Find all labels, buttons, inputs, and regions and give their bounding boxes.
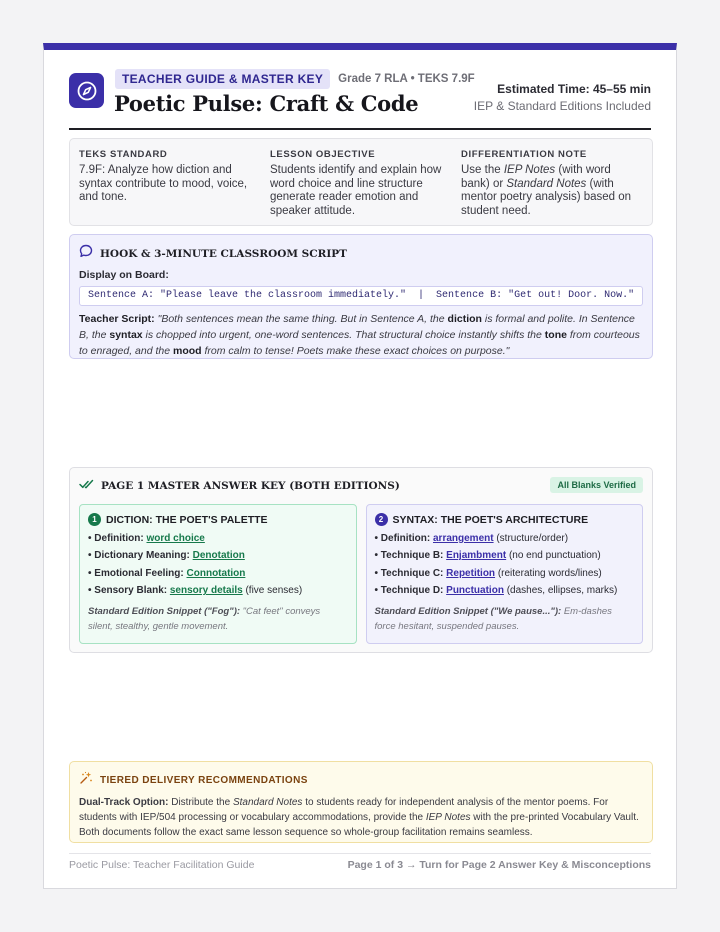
snippet-text: "Cat feet" conveys silent, stealthy, gentle movement. xyxy=(88,606,321,633)
guide-page xyxy=(43,43,677,889)
item-label: • Definition: xyxy=(374,532,433,544)
info-heading: DIFFERENTIATION NOTE xyxy=(461,149,587,160)
item-label: • Sensory Blank: xyxy=(88,585,170,597)
answer-key-title: PAGE 1 MASTER ANSWER KEY (BOTH EDITIONS) xyxy=(101,480,400,492)
teacher-script xyxy=(79,311,643,359)
dual-track-label: Dual-Track Option: xyxy=(79,797,169,808)
estimated-time: Estimated Time: 45–55 min xyxy=(497,82,651,96)
item-note: (reiterating words/lines) xyxy=(495,567,602,579)
text-run: with the pre-printed Vocabulary Vault. Both documents follow the exact same lesson sequence so whole-group facilitation remains seamless. xyxy=(79,812,639,838)
grade-meta: Grade 7 RLA • TEKS 7.9F xyxy=(338,73,475,85)
answer-text: Enjambment xyxy=(446,550,507,562)
syntax-title: SYNTAX: THE POET'S ARCHITECTURE xyxy=(392,513,589,526)
text-run: Use the xyxy=(461,164,504,176)
item-note: (structure/order) xyxy=(493,532,569,544)
footer-guide-name: Poetic Pulse: Teacher Facilitation Guide xyxy=(69,859,255,871)
item-label: • Technique D: xyxy=(374,585,447,597)
diction-title: DICTION: THE POET'S PALETTE xyxy=(106,513,268,526)
teks-standard xyxy=(79,149,261,225)
item-label: • Emotional Feeling: xyxy=(88,567,187,579)
standard-notes-em: Standard Notes xyxy=(506,177,587,190)
compass-icon xyxy=(69,73,104,108)
text-run: is formal and polite. In Sentence B, the xyxy=(79,313,635,341)
text-run: from calm to tense! Poets make these exact choices on purpose." xyxy=(201,345,510,357)
board-display: Sentence A: "Please leave the classroom immediately." | Sentence B: "Get out! Door. Now." xyxy=(79,286,643,306)
tiered-title: TIERED DELIVERY RECOMMENDATIONS xyxy=(100,775,308,786)
iep-notes-em: IEP Notes xyxy=(503,164,556,176)
display-label: Display on Board: xyxy=(79,269,169,281)
snippet-label: Standard Edition Snippet ("Fog"): xyxy=(88,606,241,618)
guide-badge: TEACHER GUIDE & MASTER KEY xyxy=(115,69,330,89)
answer-text: Denotation xyxy=(192,550,245,562)
answer-text: word choice xyxy=(146,532,205,544)
list-item xyxy=(375,585,635,596)
answer-text: Connotation xyxy=(186,567,246,579)
text-run: (with mentor poetry analysis) based on student need. xyxy=(461,177,632,217)
answer-key-section xyxy=(69,467,653,653)
chat-bubble-icon xyxy=(79,244,93,263)
item-label: • Definition: xyxy=(88,532,147,544)
iep-notes-em: IEP Notes xyxy=(425,812,471,823)
page-title: Poetic Pulse: Craft & Code xyxy=(114,91,419,116)
keyword-syntax: syntax xyxy=(109,329,143,341)
snippet-label: Standard Edition Snippet ("We pause..."): xyxy=(374,606,562,618)
item-label: • Technique C: xyxy=(374,567,447,579)
info-text: 7.9F: Analyze how diction and syntax contribute to mood, voice, and tone. xyxy=(79,164,248,203)
editions-note: IEP & Standard Editions Included xyxy=(473,99,651,113)
info-heading: TEKS STANDARD xyxy=(79,149,168,160)
info-text xyxy=(461,164,635,218)
text-run: is chopped into urgent, one-word sentences. That structural choice instantly shifts the xyxy=(142,329,545,341)
footer-divider xyxy=(69,853,651,854)
info-heading: LESSON OBJECTIVE xyxy=(270,149,376,160)
standard-notes-em: Standard Notes xyxy=(232,797,303,808)
differentiation-note xyxy=(452,149,643,225)
answer-text: Punctuation xyxy=(446,585,504,597)
answer-text: Repetition xyxy=(446,567,496,579)
header-right xyxy=(474,82,651,113)
lesson-objective xyxy=(261,149,452,225)
answer-text: arrangement xyxy=(433,532,494,544)
text-run: to students ready for independent analysis of the mentor poems. For students with IEP/504 processing or vocabulary accommodations, provide the xyxy=(79,797,609,823)
syntax-card xyxy=(366,504,644,644)
item-note: (dashes, ellipses, marks) xyxy=(503,585,618,597)
diction-card xyxy=(79,504,357,644)
hook-title: HOOK & 3-MINUTE CLASSROOM SCRIPT xyxy=(100,247,347,260)
list-item xyxy=(88,533,348,544)
keyword-tone: tone xyxy=(544,329,567,341)
hook-section xyxy=(69,234,653,359)
text-run: "Both sentences mean the same thing. But in Sentence A, the xyxy=(154,313,448,325)
item-note: (no end punctuation) xyxy=(506,550,601,562)
text-run: (with word bank) or xyxy=(461,164,611,190)
list-item xyxy=(375,550,635,561)
header-divider xyxy=(69,128,651,130)
keyword-diction: diction xyxy=(447,313,482,325)
text-run: from courteous to enraged, and the xyxy=(79,329,640,357)
syntax-snippet xyxy=(375,604,635,634)
list-item xyxy=(88,568,348,579)
keyword-mood: mood xyxy=(173,345,202,357)
sparkle-icon xyxy=(79,771,93,790)
footer-page-indicator: Page 1 of 3 → Turn for Page 2 Answer Key & Misconceptions xyxy=(347,859,651,871)
diction-snippet xyxy=(88,604,348,634)
info-text: Students identify and explain how word choice and line structure generate reader emotion and speaker attitude. xyxy=(270,164,442,217)
tiered-body xyxy=(79,795,643,840)
number-badge: 2 xyxy=(375,513,388,526)
header-meta-row xyxy=(115,69,475,89)
double-check-icon xyxy=(79,477,94,495)
verified-badge: All Blanks Verified xyxy=(550,477,643,493)
answer-text: sensory details xyxy=(169,585,243,597)
info-strip xyxy=(69,138,653,226)
list-item xyxy=(88,585,348,596)
item-label: • Dictionary Meaning: xyxy=(88,550,193,562)
snippet-text: Em-dashes force hesitant, suspended pauses. xyxy=(374,606,612,633)
item-note: (five senses) xyxy=(242,585,303,597)
list-item xyxy=(375,533,635,544)
number-badge: 1 xyxy=(88,513,101,526)
script-label: Teacher Script: xyxy=(79,313,155,325)
tiered-section xyxy=(69,761,653,843)
text-run: Distribute the xyxy=(168,797,233,808)
list-item xyxy=(375,568,635,579)
list-item xyxy=(88,550,348,561)
item-label: • Technique B: xyxy=(374,550,447,562)
